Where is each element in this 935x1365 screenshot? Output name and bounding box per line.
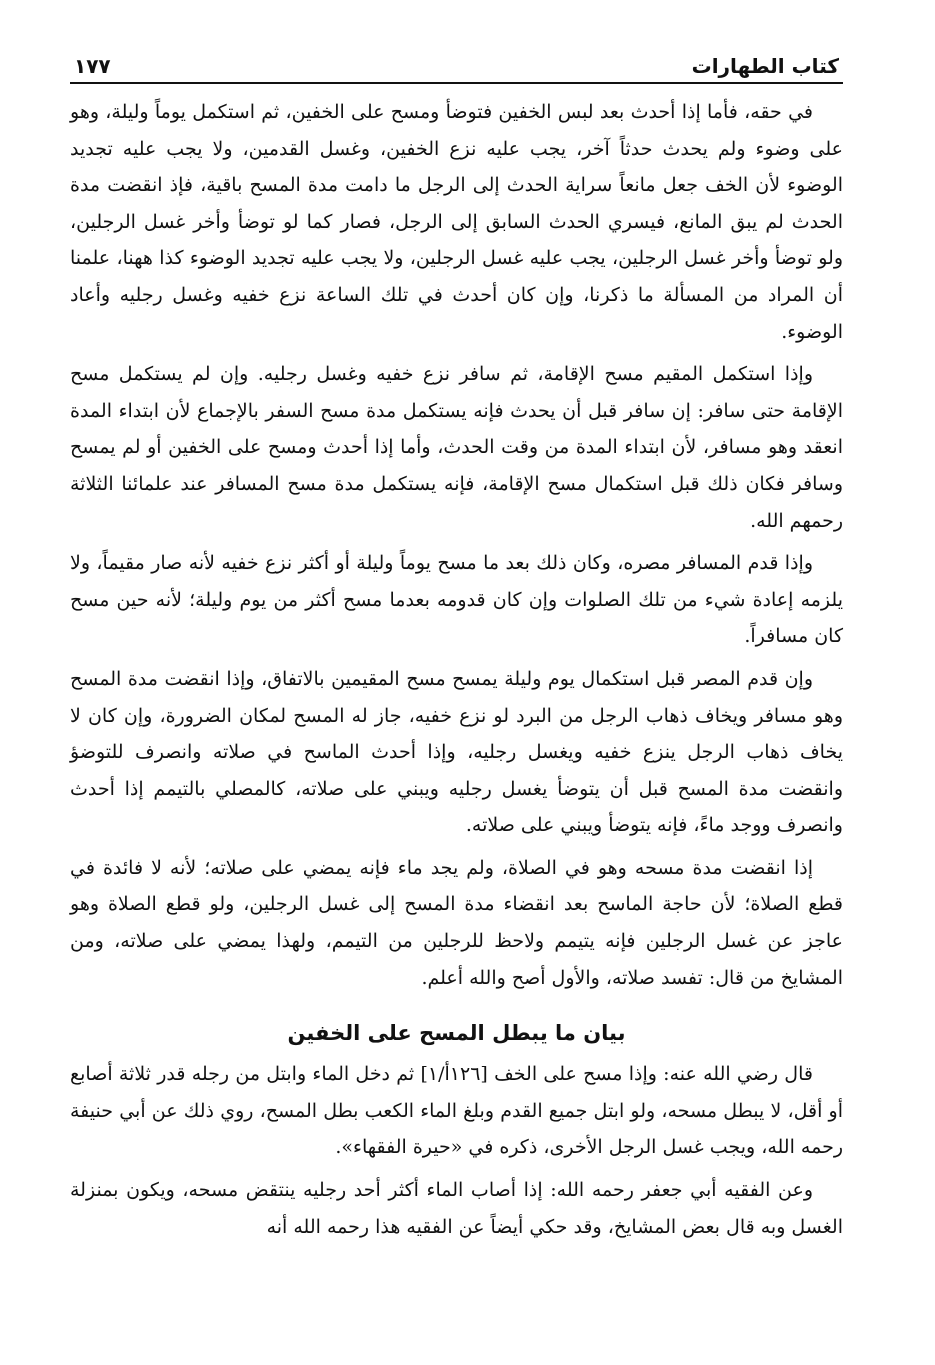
paragraph: إذا انقضت مدة مسحه وهو في الصلاة، ولم يجد ماء فإنه يمضي على صلاته؛ لأنه لا فائدة في قطع الصلاة؛ لأن حاجة الماسح بعد انقضاء مدة المسح إلى غسل الرجلين، ولو قطع الصلاة وهو عاجز عن غسل الرجلين فإنه يتيمم ولاحظ للرجلين من التيمم، ولهذا يمضي على صلاته، ومن المشايخ من قال: تفسد صلاته، والأول أصح والله أعلم. <box>70 856 843 989</box>
page-header <box>70 38 843 84</box>
main-text <box>70 94 843 996</box>
section-text <box>70 1056 843 1245</box>
paragraph: وإذا استكمل المقيم مسح الإقامة، ثم سافر نزع خفيه وغسل رجليه. وإن لم يستكمل مسح الإقامة حتى سافر: إن سافر قبل أن يحدث فإنه يستكمل مدة مسح السفر بالإجماع لأن ابتداء المدة انعقد وهو مسافر، لأن ابتداء المدة من وقت الحدث، وأما إذا أحدث ومسح على الخفين أو لم يمسح وسافر فكان ذلك قبل استكمال مسح الإقامة، فإنه يستكمل مدة مسح المسافر عند علمائنا الثلاثة رحمهم الله. <box>70 363 843 532</box>
paragraph: وإن قدم المصر قبل استكمال يوم وليلة يمسح مسح المقيمين بالاتفاق، وإذا انقضت مدة المسح وهو مسافر ويخاف ذهاب الرجل من البرد لو نزع خفيه، جاز له المسح لمكان الضرورة، وإن كان لا يخاف ذهاب الرجل ينزع خفيه ويغسل رجليه، وإذا أحدث الماسح في صلاته وانصرف للتوضؤ وانقضت مدة المسح قبل أن يتوضأ يغسل رجليه ويبني على صلاته، كالمصلي بالتيمم إذا أحدث وانصرف ووجد ماءً، فإنه يتوضأ ويبني على صلاته. <box>70 667 843 837</box>
paragraph: وعن الفقيه أبي جعفر رحمه الله: إذا أصاب الماء أكثر أحد رجليه ينتقض مسحه، ويكون بمنزلة الغسل وبه قال بعض المشايخ، وقد حكي أيضاً عن الفقيه هذا رحمه الله أنه <box>70 1179 843 1238</box>
page-number: ١٧٧ <box>74 54 111 78</box>
paragraph: وإذا قدم المسافر مصره، وكان ذلك بعد ما مسح يوماً وليلة أو أكثر نزع خفيه لأنه صار مقيماً، ولا يلزمه إعادة شيء من تلك الصلوات وإن كان قدومه بعدما مسح أكثر من يوم وليلة؛ لأنه حين مسح كان مسافراً. <box>70 552 843 648</box>
section-heading: بيان ما يبطل المسح على الخفين <box>287 1021 626 1046</box>
book-page <box>70 38 843 1251</box>
paragraph: في حقه، فأما إذا أحدث بعد لبس الخفين فتوضأ ومسح على الخفين، ثم استكمل يوماً وليلة، وهو على وضوء ولم يحدث حدثاً آخر، يجب عليه نزع الخفين، وغسل القدمين، ولا يجب عليه تجديد الوضوء لأن الخف جعل مانعاً سراية الحدث إلى الرجل ما دامت مدة المسح باقية، فإذ انقضت مدة الحدث لم يبق المانع، فيسري الحدث السابق إلى الرجل، فصار كما لو توضأ وأخر غسل الرجلين، ولو توضأ وأخر غسل الرجلين، يجب عليه غسل الرجلين، ولا يجب عليه تجديد الوضوء كذا ههنا، علمنا أن المراد من المسألة ما ذكرنا، وإن كان أحدث في تلك الساعة نزع خفيه وغسل رجليه وأعاد الوضوء. <box>70 101 843 343</box>
paragraph: قال رضي الله عنه: وإذا مسح على الخف [١٢٦أ/١] ثم دخل الماء وابتل من رجله قدر ثلاثة أصابع أو أقل، لا يبطل مسحه، ولو ابتل جميع القدم وبلغ الماء الكعب بطل المسح، روي ذلك عن أبي حنيفة رحمه الله، ويجب غسل الرجل الأخرى، ذكره في «حيرة الفقهاء». <box>70 1063 843 1159</box>
running-title: كتاب الطهارات <box>691 54 839 78</box>
